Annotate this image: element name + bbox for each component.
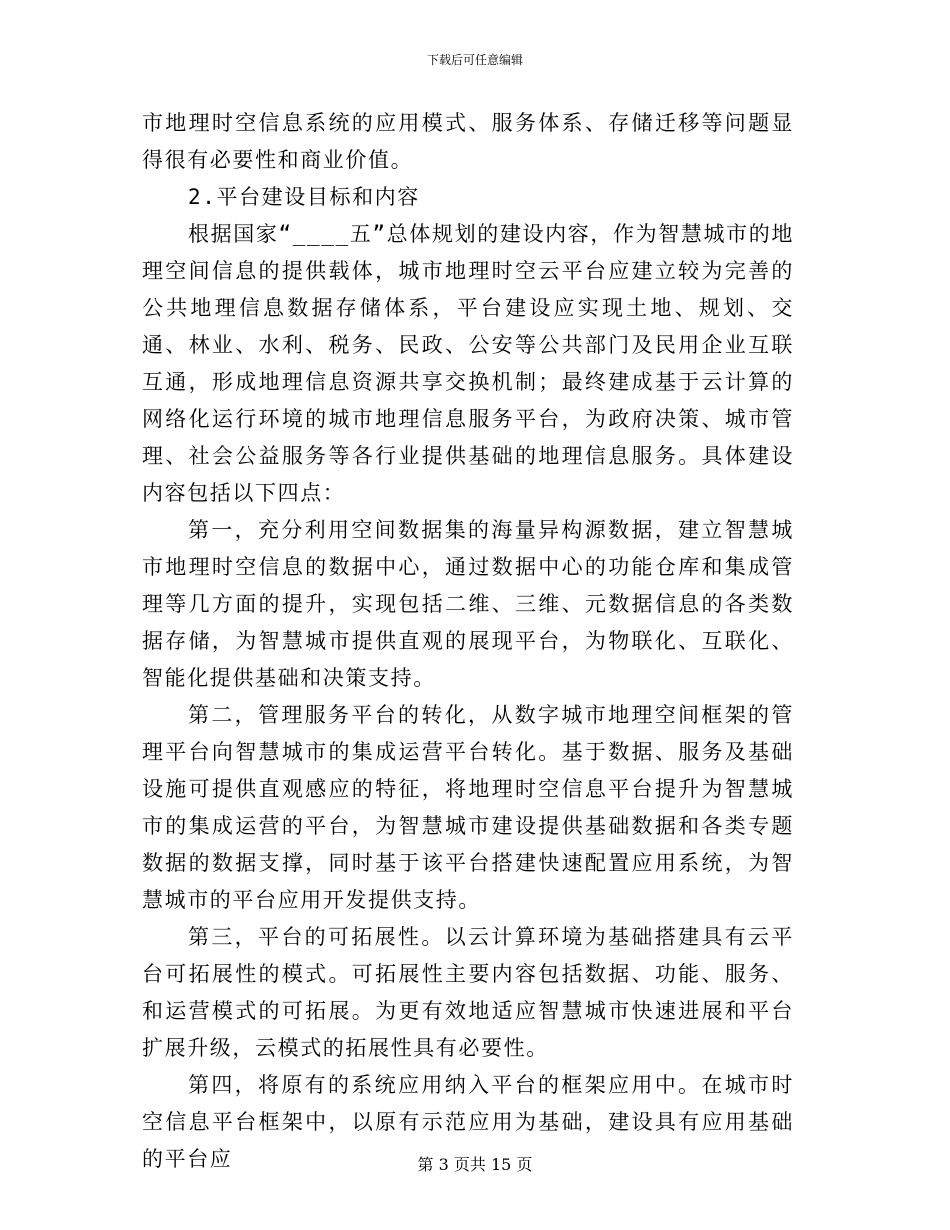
document-body	[142, 105, 794, 1178]
page-header: 下载后可任意编辑	[426, 53, 523, 67]
paragraph-5: 第二，管理服务平台的转化，从数字城市地理空间框架的管理平台向智慧城市的集成运营平台转化。基于数据、服务及基础设施可提供直观感应的特征，将地理时空信息平台提升为智慧城市的集成运营的平台，为智慧城市建设提供基础数据和各类专题数据的数据支撑，同时基于该平台搭建快速配置应用系统，为智慧城市的平台应用开发提供支持。	[142, 703, 794, 912]
paragraph-3: 根据国家“____五”总体规划的建设内容，作为智慧城市的地理空间信息的提供载体，城市地理时空云平台应建立较为完善的公共地理信息数据存储体系，平台建设应实现土地、规划、交通、林业、水利、税务、民政、公安等公共部门及民用企业互联互通，形成地理信息资源共享交换机制；最终建成基于云计算的网络化运行环境的城市地理信息服务平台，为政府决策、城市管理、社会公益服务等各行业提供基础的地理信息服务。具体建设内容包括以下四点：	[142, 222, 794, 505]
paragraph-7: 第四，将原有的系统应用纳入平台的框架应用中。在城市时空信息平台框架中，以原有示范应用为基础，建设具有应用基础的平台应	[142, 1073, 794, 1171]
paragraph-4: 第一，充分利用空间数据集的海量异构源数据，建立智慧城市地理时空信息的数据中心，通过数据中心的功能仓库和集成管理等几方面的提升，实现包括二维、三维、元数据信息的各类数据存储，为智慧城市提供直观的展现平台，为物联化、互联化、智能化提供基础和决策支持。	[142, 518, 794, 690]
paragraph-1: 市地理时空信息系统的应用模式、服务体系、存储迁移等问题显得很有必要性和商业价值。	[142, 111, 794, 172]
section-heading: 2.平台建设目标和内容	[188, 185, 420, 209]
page-number-footer: 第 3 页共 15 页	[417, 1155, 533, 1174]
paragraph-6: 第三，平台的可拓展性。以云计算环境为基础搭建具有云平台可拓展性的模式。可拓展性主要内容包括数据、功能、服务、和运营模式的可拓展。为更有效地适应智慧城市快速进展和平台扩展升级，云模式的拓展性具有必要性。	[142, 925, 794, 1060]
